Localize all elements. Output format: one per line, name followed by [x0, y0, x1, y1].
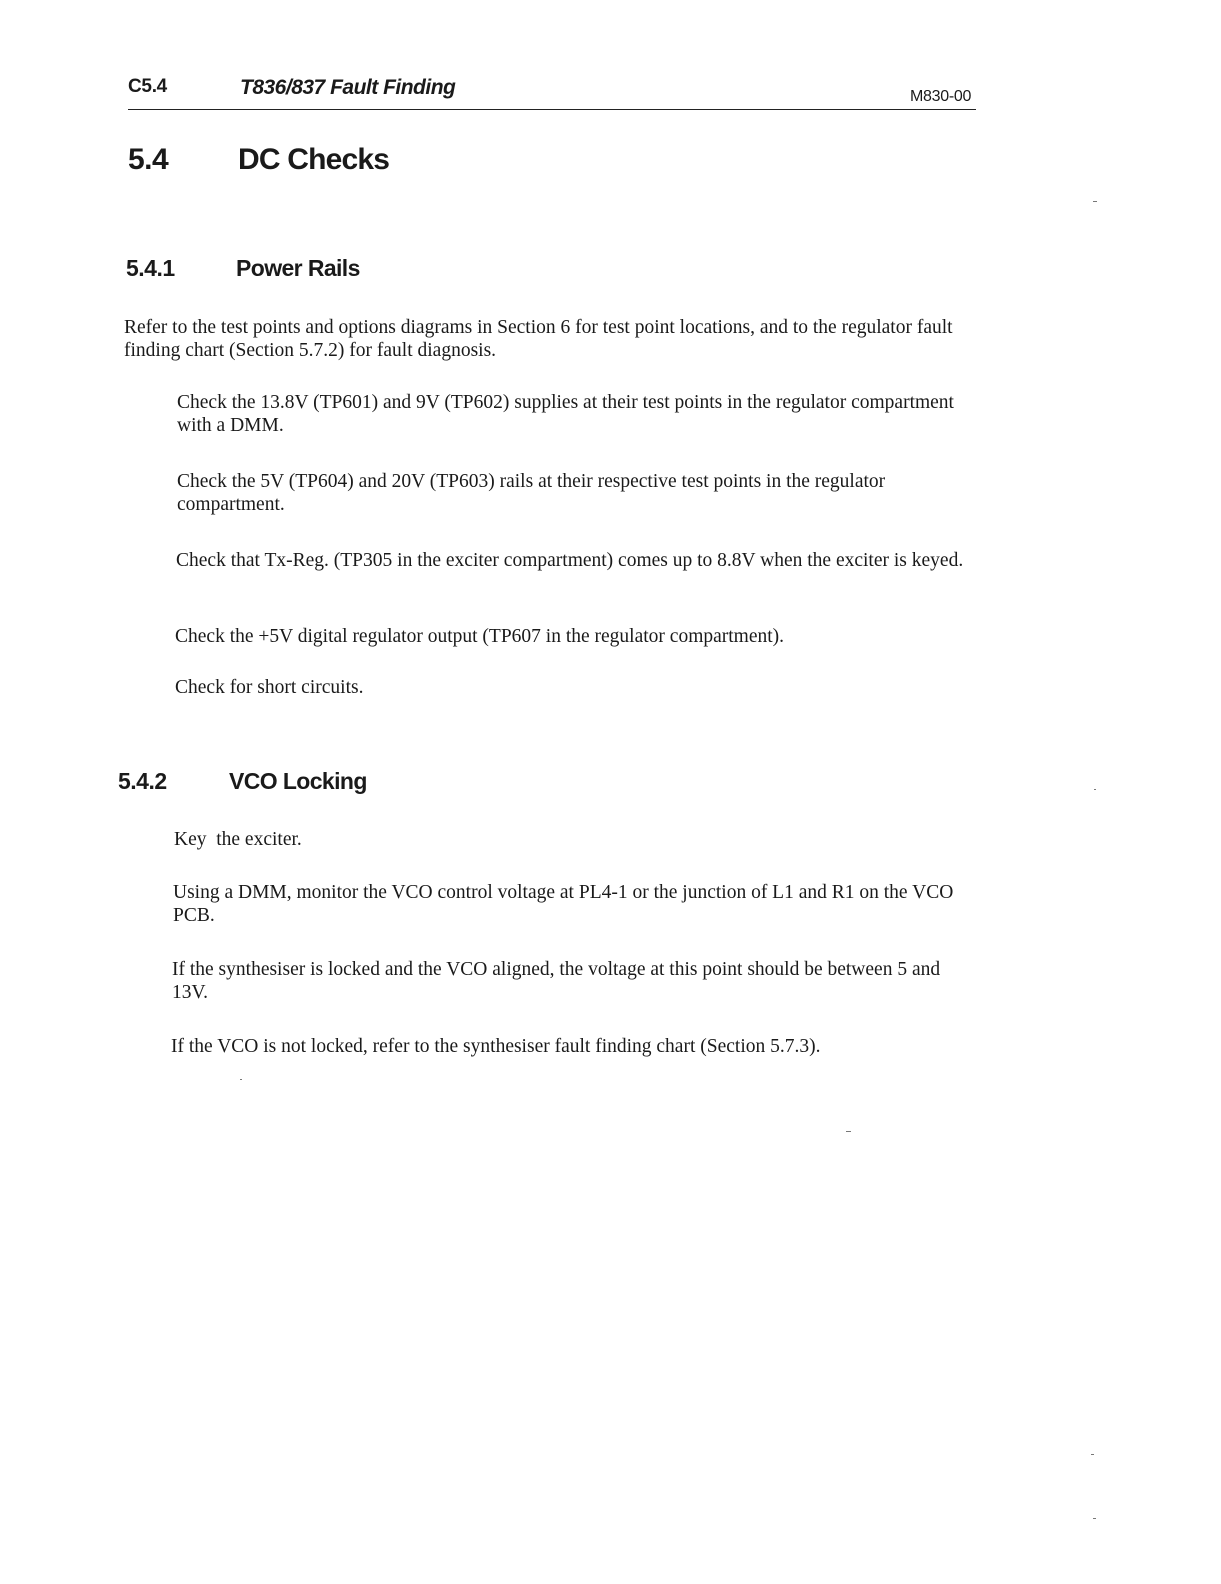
power-rails-step: Check for short circuits.: [175, 677, 364, 698]
header-document-code: M830-00: [910, 88, 972, 105]
scan-speck: [846, 1131, 851, 1132]
header-section-number: C5.4: [128, 76, 167, 97]
power-rails-intro: Refer to the test points and options diagrams in Section 6 for test point locations, and to the regulator fault finding chart (Section 5.7.2) for fault diagnosis.: [124, 317, 953, 361]
scan-speck: [1091, 1454, 1094, 1455]
scan-speck: [240, 1079, 242, 1080]
power-rails-step: Check the 5V (TP604) and 20V (TP603) rails at their respective test points in the regulator compartment.: [177, 471, 886, 515]
vco-locking-step: Key the exciter.: [174, 829, 302, 850]
scan-speck: [1093, 1518, 1096, 1519]
power-rails-step: Check the 13.8V (TP601) and 9V (TP602) supplies at their test points in the regulator compartment with a DMM.: [177, 392, 954, 436]
vco-locking-step: Using a DMM, monitor the VCO control voltage at PL4-1 or the junction of L1 and R1 on the VCO PCB.: [173, 882, 954, 926]
subsection-number-vco-locking: 5.4.2: [118, 768, 167, 794]
subsection-title-vco-locking: VCO Locking: [229, 768, 367, 794]
section-title: DC Checks: [238, 143, 390, 176]
section-number: 5.4: [128, 143, 169, 176]
scan-speck: [1093, 201, 1097, 202]
power-rails-step: Check the +5V digital regulator output (TP607 in the regulator compartment).: [175, 626, 785, 647]
power-rails-step: Check that Tx-Reg. (TP305 in the exciter compartment) comes up to 8.8V when the exciter is keyed.: [176, 550, 964, 571]
header-rule: [128, 109, 976, 110]
subsection-title-power-rails: Power Rails: [236, 255, 360, 281]
scan-speck: [1094, 789, 1096, 790]
vco-locking-step: If the synthesiser is locked and the VCO aligned, the voltage at this point should be between 5 and 13V.: [172, 959, 941, 1003]
header-manual-title: T836/837 Fault Finding: [240, 76, 456, 99]
vco-locking-step: If the VCO is not locked, refer to the synthesiser fault finding chart (Section 5.7.3).: [171, 1036, 821, 1057]
subsection-number-power-rails: 5.4.1: [126, 255, 175, 281]
